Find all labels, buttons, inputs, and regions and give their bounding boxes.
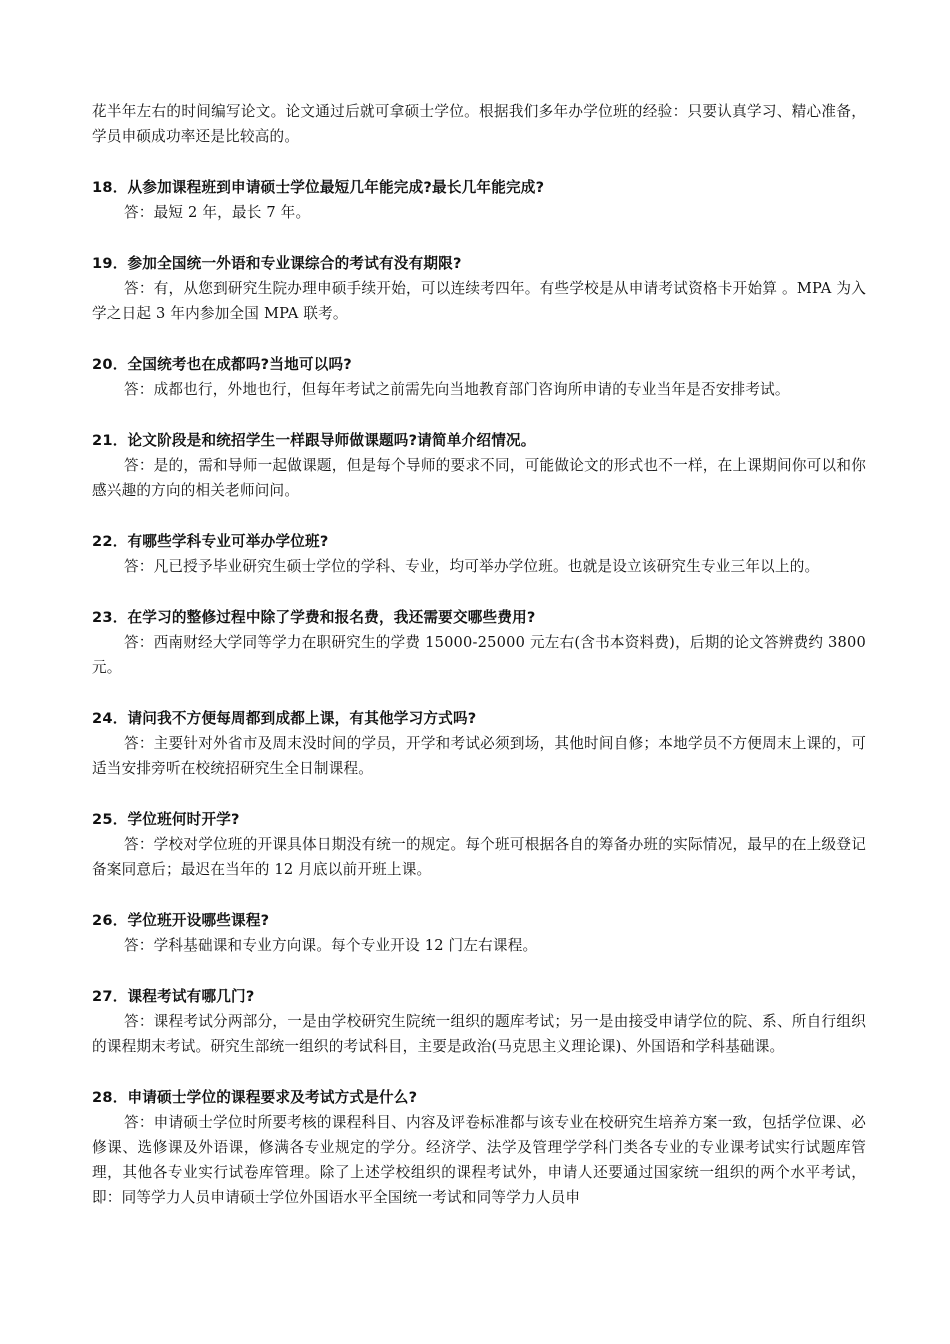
question-22: 22．有哪些学科专业可举办学位班? <box>92 533 329 550</box>
qa-item-28 <box>92 1085 866 1210</box>
question-19: 19．参加全国统一外语和专业课综合的考试有没有期限? <box>92 255 462 272</box>
qa-item-25 <box>92 807 866 882</box>
question-18: 18．从参加课程班到申请硕士学位最短几年能完成?最长几年能完成? <box>92 179 545 196</box>
question-21: 21．论文阶段是和统招学生一样跟导师做课题吗?请简单介绍情况。 <box>92 432 536 449</box>
answer-27: 答：课程考试分两部分，一是由学校研究生院统一组织的题库考试；另一是由接受申请学位的院、系、所自行组织的课程期末考试。研究生部统一组织的考试科目，主要是政治(马克思主义理论课)、外国语和学科基础课。 <box>92 1013 866 1055</box>
qa-item-27 <box>92 984 866 1059</box>
qa-item-22 <box>92 529 866 579</box>
answer-23: 答：西南财经大学同等学力在职研究生的学费 15000-25000 元左右(含书本资料费)，后期的论文答辨费约 3800 元。 <box>92 634 866 676</box>
qa-item-24 <box>92 706 866 781</box>
answer-20: 答：成都也行，外地也行，但每年考试之前需先向当地教育部门咨询所申请的专业当年是否安排考试。 <box>124 381 790 398</box>
qa-item-20 <box>92 352 866 402</box>
answer-25: 答：学校对学位班的开课具体日期没有统一的规定。每个班可根据各自的筹备办班的实际情况，最早的在上级登记备案同意后；最迟在当年的 12 月底以前开班上课。 <box>92 836 866 878</box>
question-23: 23．在学习的整修过程中除了学费和报名费，我还需要交哪些费用? <box>92 609 536 626</box>
qa-item-18 <box>92 175 866 225</box>
answer-24: 答：主要针对外省市及周末没时间的学员，开学和考试必须到场，其他时间自修；本地学员不方便周末上课的，可适当安排旁听在校统招研究生全日制课程。 <box>92 735 866 777</box>
question-28: 28．申请硕士学位的课程要求及考试方式是什么? <box>92 1089 418 1106</box>
document-page <box>92 99 866 1210</box>
qa-item-23 <box>92 605 866 680</box>
answer-22: 答：凡已授予毕业研究生硕士学位的学科、专业，均可举办学位班。也就是设立该研究生专业三年以上的。 <box>124 558 820 575</box>
qa-item-19 <box>92 251 866 326</box>
question-25: 25．学位班何时开学? <box>92 811 240 828</box>
question-26: 26．学位班开设哪些课程? <box>92 912 270 929</box>
answer-18: 答：最短 2 年，最长 7 年。 <box>124 204 311 221</box>
question-24: 24．请问我不方便每周都到成都上课，有其他学习方式吗? <box>92 710 477 727</box>
question-20: 20．全国统考也在成都吗?当地可以吗? <box>92 356 352 373</box>
answer-28: 答：申请硕士学位时所要考核的课程科目、内容及评卷标准都与该专业在校研究生培养方案一致，包括学位课、必修课、选修课及外语课，修满各专业规定的学分。经济学、法学及管理学学科门类各专业的专业课考试实行试题库管理，其他各专业实行试卷库管理。除了上述学校组织的课程考试外，申请人还要通过国家统一组织的两个水平考试，即：同等学力人员申请硕士学位外国语水平全国统一考试和同等学力人员申 <box>92 1114 866 1206</box>
intro-paragraph: 花半年左右的时间编写论文。论文通过后就可拿硕士学位。根据我们多年办学位班的经验：只要认真学习、精心准备，学员申硕成功率还是比较高的。 <box>92 103 866 145</box>
qa-item-26 <box>92 908 866 958</box>
qa-item-21 <box>92 428 866 503</box>
answer-19: 答：有，从您到研究生院办理申硕手续开始，可以连续考四年。有些学校是从申请考试资格卡开始算 。MPA 为入学之日起 3 年内参加全国 MPA 联考。 <box>92 280 866 322</box>
answer-26: 答：学科基础课和专业方向课。每个专业开设 12 门左右课程。 <box>124 937 538 954</box>
question-27: 27．课程考试有哪几门? <box>92 988 255 1005</box>
answer-21: 答：是的，需和导师一起做课题，但是每个导师的要求不同，可能做论文的形式也不一样，在上课期间你可以和你感兴趣的方向的相关老师问问。 <box>92 457 866 499</box>
